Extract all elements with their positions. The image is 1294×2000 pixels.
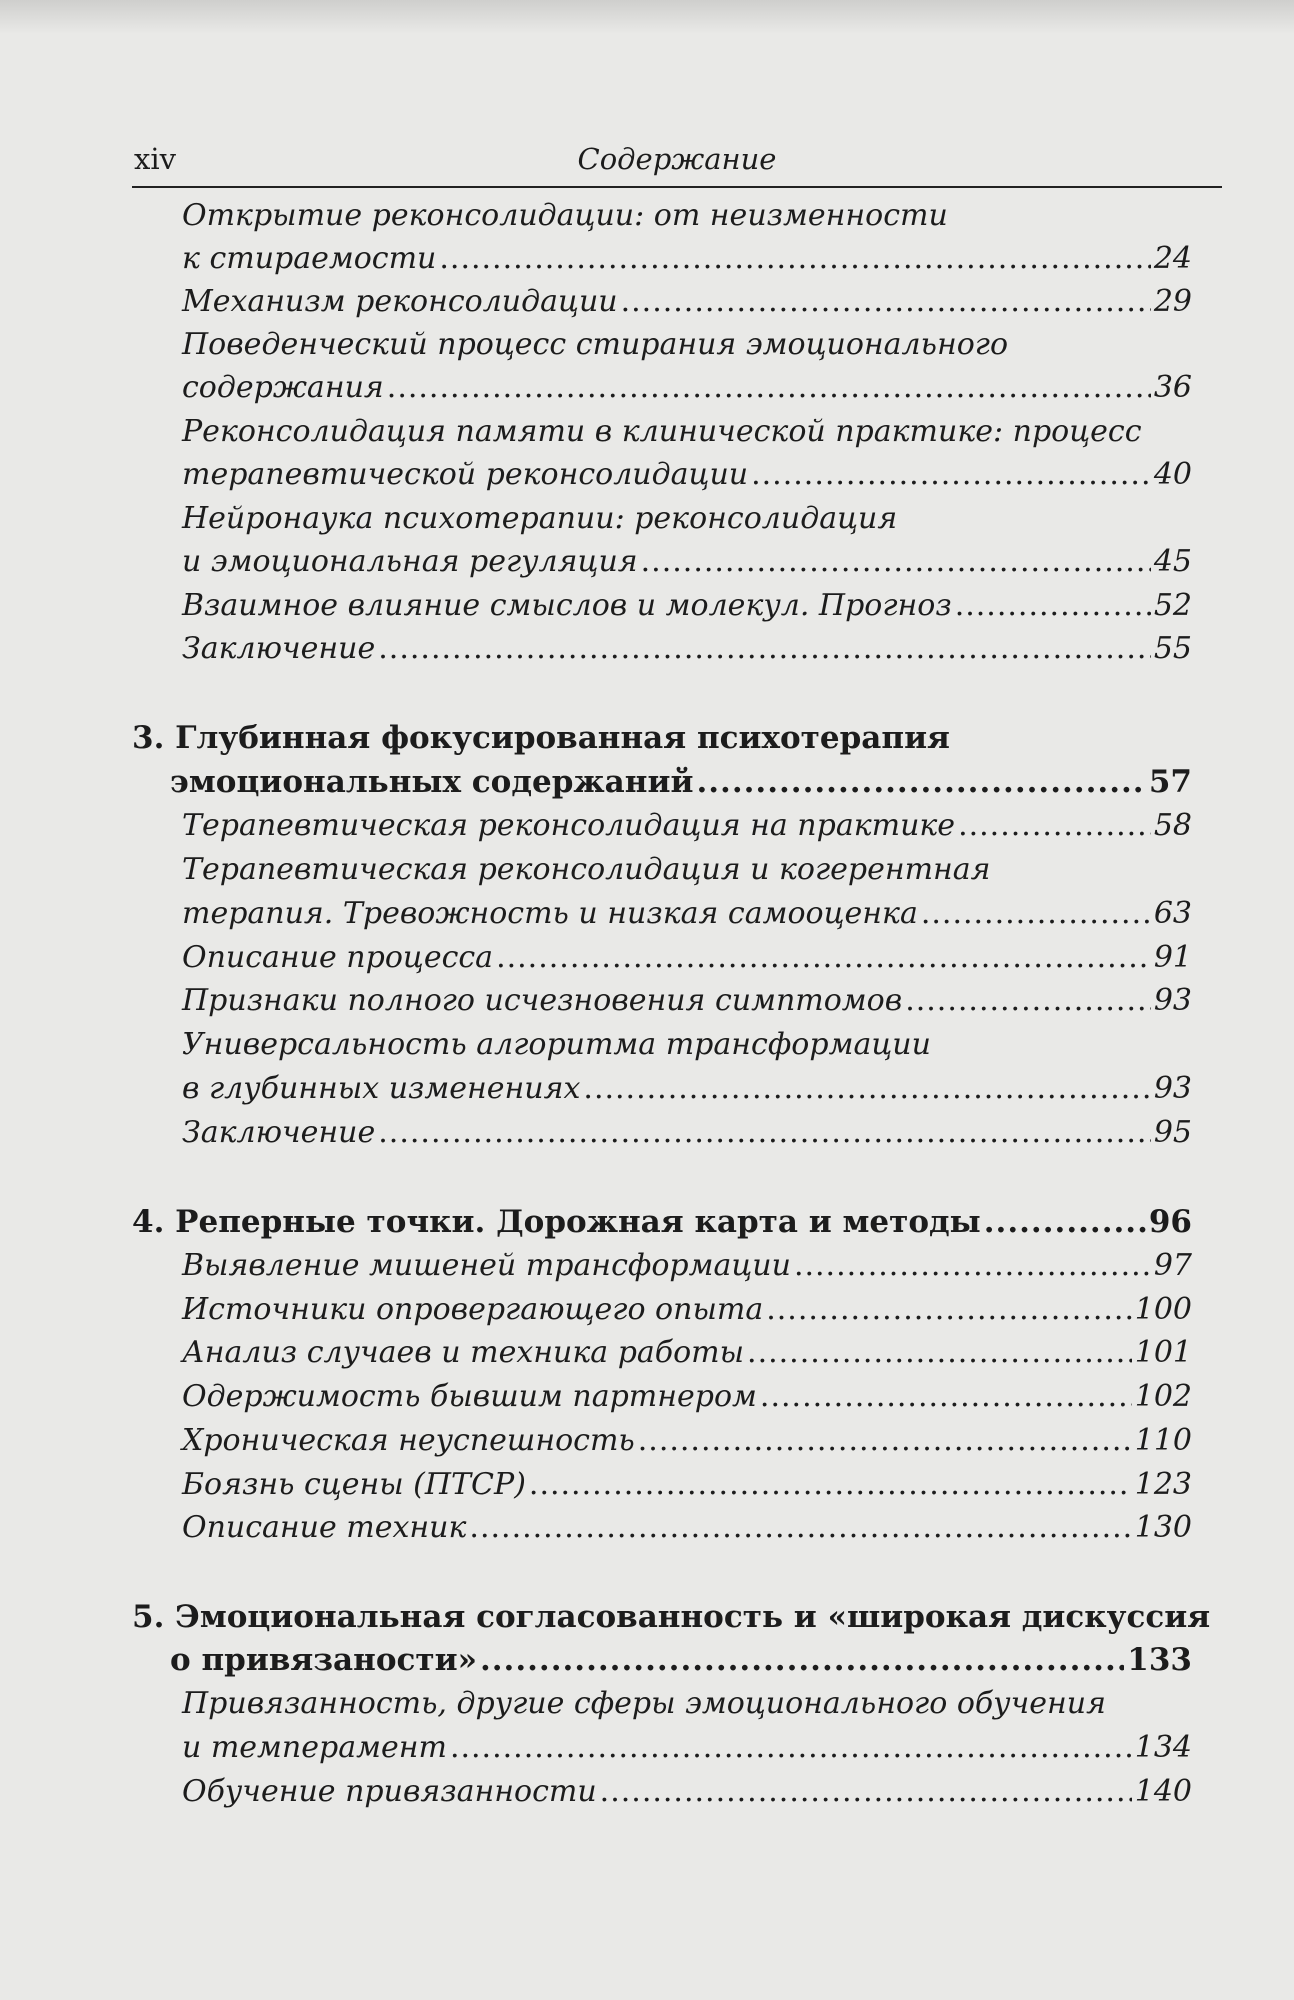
toc-leader-dots — [450, 1728, 1132, 1768]
toc-entry-title: Описание процесса — [182, 940, 494, 975]
toc-chapter-text: 5. Эмоциональная согласованность и «широкая дискуссия — [132, 1599, 1211, 1635]
toc-leader-dots — [766, 1290, 1132, 1330]
toc-chapter-entry[interactable] — [170, 762, 1192, 802]
toc-chapter-entry[interactable] — [132, 1202, 1192, 1242]
toc-entry-title: Источники опровергающего опыта — [182, 1292, 764, 1327]
toc-page-number: 133 — [1127, 1642, 1192, 1678]
toc-leader-dots — [760, 1377, 1132, 1417]
toc-page-number: 101 — [1134, 1335, 1192, 1370]
toc-entry-title: в глубинных изменениях — [182, 1071, 581, 1106]
toc-page-number: 123 — [1134, 1467, 1192, 1502]
toc-leader-dots — [641, 542, 1151, 582]
toc-page-number: 93 — [1153, 1071, 1192, 1106]
toc-entry[interactable] — [182, 938, 1192, 978]
toc-entry[interactable] — [182, 1728, 1192, 1768]
toc-entry-title: терапевтической реконсолидации — [182, 457, 749, 492]
toc-entry-title: Одержимость бывшим партнером — [182, 1379, 757, 1414]
toc-page-number: 100 — [1134, 1292, 1192, 1327]
toc-chapter-text: 3. Глубинная фокусированная психотерапия — [132, 720, 950, 756]
toc-leader-dots — [905, 981, 1151, 1021]
toc-entry[interactable] — [182, 981, 1192, 1021]
toc-entry[interactable] — [182, 1772, 1192, 1812]
toc-entry[interactable] — [182, 629, 1192, 669]
toc-leader-dots — [583, 1069, 1150, 1109]
toc-page-number: 97 — [1153, 1248, 1192, 1283]
toc-leader-dots — [387, 368, 1151, 408]
toc-leader-dots — [794, 1246, 1151, 1286]
toc-line — [182, 196, 1192, 236]
toc-page-number: 40 — [1153, 457, 1192, 492]
toc-page-number: 102 — [1134, 1379, 1192, 1414]
toc-leader-dots — [955, 586, 1151, 626]
toc-line — [182, 499, 1192, 539]
toc-entry-title: Выявление мишеней трансформации — [182, 1248, 791, 1283]
toc-entry[interactable] — [182, 586, 1192, 626]
toc-page-number: 55 — [1153, 631, 1192, 666]
toc-leader-dots — [469, 1508, 1131, 1548]
toc-entry[interactable] — [182, 282, 1192, 322]
toc-line-text: Привязанность, другие сферы эмоционального обучения — [182, 1686, 1106, 1721]
toc-page-number: 134 — [1134, 1730, 1192, 1765]
toc-entry[interactable] — [182, 806, 1192, 846]
page-number: xiv — [134, 142, 177, 176]
toc-entry-title: терапия. Тревожность и низкая самооценка — [182, 896, 918, 931]
toc-chapter-line — [132, 1597, 1211, 1637]
toc-line-text: Реконсолидация памяти в клинической практике: процесс — [182, 414, 1142, 449]
toc-entry-title: и эмоциональная регуляция — [182, 544, 638, 579]
toc-line-text: Нейронаука психотерапии: реконсолидация — [182, 501, 898, 536]
toc-entry[interactable] — [182, 1246, 1192, 1286]
toc-page-number: 29 — [1153, 284, 1192, 319]
toc-line — [182, 850, 1192, 890]
toc-leader-dots — [480, 1640, 1124, 1680]
toc-entry[interactable] — [182, 1333, 1192, 1373]
toc-entry[interactable] — [182, 1290, 1192, 1330]
toc-entry-title: и темперамент — [182, 1730, 447, 1765]
toc-entry[interactable] — [182, 1113, 1192, 1153]
toc-entry-title: Взаимное влияние смыслов и молекул. Прогноз — [182, 588, 952, 623]
toc-page-number: 58 — [1153, 808, 1192, 843]
toc-leader-dots — [638, 1421, 1132, 1461]
toc-leader-dots — [621, 282, 1151, 322]
toc-line-text: Универсальность алгоритма трансформации — [182, 1027, 931, 1062]
toc-page-number: 110 — [1134, 1423, 1192, 1458]
toc-entry-title: Описание техник — [182, 1510, 467, 1545]
toc-entry[interactable] — [182, 239, 1192, 279]
toc-entry[interactable] — [182, 1465, 1192, 1505]
toc-page-number: 96 — [1148, 1204, 1192, 1240]
toc-chapter-line — [132, 718, 1192, 758]
toc-leader-dots — [529, 1465, 1132, 1505]
toc-entry-title: Заключение — [182, 1115, 376, 1150]
toc-entry-title: к стираемости — [182, 241, 437, 276]
toc-line-text: Поведенческий процесс стирания эмоционального — [182, 327, 1009, 362]
toc-entry[interactable] — [182, 368, 1192, 408]
toc-line-text: Терапевтическая реконсолидация и когерентная — [182, 852, 991, 887]
toc-line — [182, 412, 1192, 452]
toc-leader-dots — [696, 762, 1145, 802]
toc-line-text: Открытие реконсолидации: от неизменности — [182, 198, 948, 233]
toc-entry-title: 4. Реперные точки. Дорожная карта и методы — [132, 1204, 981, 1240]
running-title: Содержание — [577, 142, 777, 176]
toc-leader-dots — [378, 1113, 1151, 1153]
toc-leader-dots — [984, 1202, 1146, 1242]
toc-entry[interactable] — [182, 542, 1192, 582]
toc-entry-title: Обучение привязанности — [182, 1774, 597, 1809]
toc-entry[interactable] — [182, 894, 1192, 934]
toc-entry[interactable] — [182, 1421, 1192, 1461]
toc-line — [182, 1025, 1192, 1065]
toc-leader-dots — [921, 894, 1151, 934]
toc-page-number: 36 — [1153, 370, 1192, 405]
toc-page-number: 91 — [1153, 940, 1192, 975]
toc-leader-dots — [751, 455, 1151, 495]
toc-entry[interactable] — [182, 1508, 1192, 1548]
toc-entry-title: Терапевтическая реконсолидация на практике — [182, 808, 956, 843]
page-header — [132, 142, 1222, 188]
toc-line — [182, 325, 1192, 365]
toc-entry-title: эмоциональных содержаний — [170, 764, 694, 800]
toc-page-number: 24 — [1153, 241, 1192, 276]
toc-page-number: 93 — [1153, 983, 1192, 1018]
toc-leader-dots — [378, 629, 1151, 669]
toc-leader-dots — [496, 938, 1151, 978]
toc-leader-dots — [958, 806, 1151, 846]
toc-entry[interactable] — [182, 1377, 1192, 1417]
toc-entry-title: Хроническая неуспешность — [182, 1423, 635, 1458]
toc-leader-dots — [747, 1333, 1132, 1373]
toc-page-number: 140 — [1134, 1774, 1192, 1809]
toc-entry-title: Боязнь сцены (ПТСР) — [182, 1467, 526, 1502]
toc-entry-title: Заключение — [182, 631, 376, 666]
toc-page-number: 57 — [1148, 764, 1192, 800]
toc-entry-title: содержания — [182, 370, 384, 405]
toc-entry-title: Признаки полного исчезновения симптомов — [182, 983, 903, 1018]
toc-entry-title: о привязаности» — [170, 1642, 477, 1678]
toc-entry-title: Анализ случаев и техника работы — [182, 1335, 745, 1370]
toc-entry[interactable] — [182, 1069, 1192, 1109]
page-top-shadow — [0, 0, 1294, 34]
toc-page-number: 95 — [1153, 1115, 1192, 1150]
toc-line — [182, 1684, 1192, 1724]
toc-leader-dots — [439, 239, 1150, 279]
toc-entry-title: Механизм реконсолидации — [182, 284, 618, 319]
toc-page-number: 45 — [1153, 544, 1192, 579]
toc-page-number: 130 — [1134, 1510, 1192, 1545]
toc-leader-dots — [600, 1772, 1132, 1812]
toc-page-number: 52 — [1153, 588, 1192, 623]
toc-page-number: 63 — [1153, 896, 1192, 931]
toc-entry[interactable] — [182, 455, 1192, 495]
toc-chapter-entry[interactable] — [170, 1640, 1192, 1680]
